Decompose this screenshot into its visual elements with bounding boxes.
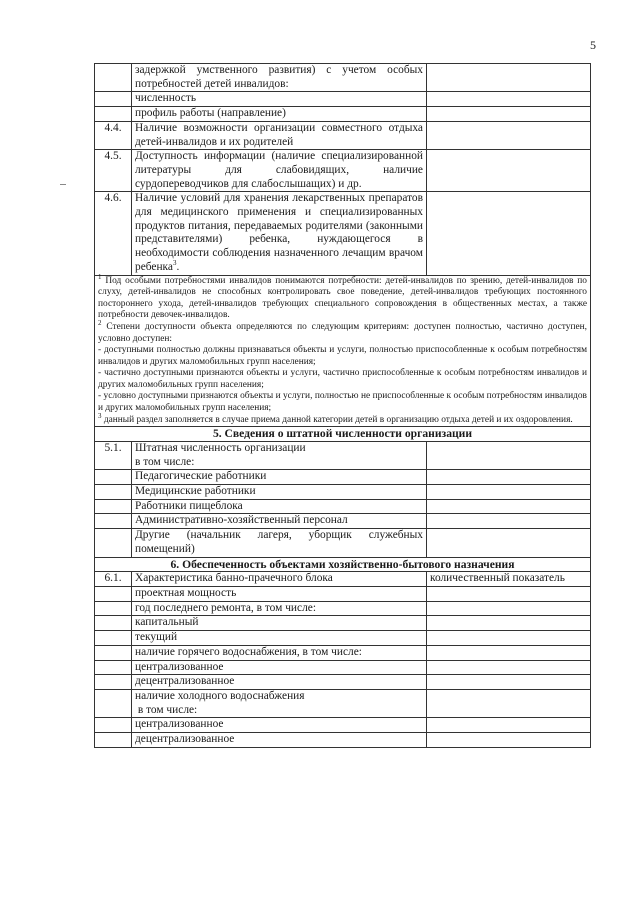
row-description: Административно-хозяйственный персонал (132, 514, 427, 529)
row-description: год последнего ремонта, в том числе: (132, 601, 427, 616)
footnote-mark: 3 (98, 411, 102, 420)
row-value (427, 616, 591, 631)
row-value (427, 485, 591, 500)
footnote-text: Степени доступности объекта определяются по следующим критериям: доступен полностью, частично доступен, условно доступен: (98, 321, 587, 344)
table-row (95, 645, 591, 660)
row-value (427, 514, 591, 529)
row-description: Характеристика банно-прачечного блока (132, 572, 427, 587)
row-description: централизованное (132, 718, 427, 733)
footnote-item (98, 391, 587, 414)
row-number (95, 587, 132, 602)
row-number (95, 601, 132, 616)
row-value (427, 150, 591, 192)
page-number: 5 (590, 38, 596, 52)
row-value (427, 689, 591, 717)
row-number (95, 675, 132, 690)
footnote-mark: 1 (98, 272, 102, 281)
row-value (427, 660, 591, 675)
footnote-item (98, 318, 587, 345)
row-description-text: Наличие условий для хранения лекарственных препаратов для медицинского применения и специализированных продуктов питания, передаваемых родителями (законными представителями) ребенка, нуждающегося в необходимости соблюдения назначенного лечащим врачом ребенка (135, 192, 423, 273)
footnote-item (98, 272, 587, 322)
table-row (95, 601, 591, 616)
footnote-item (98, 368, 587, 391)
row-number (95, 689, 132, 717)
row-value (427, 733, 591, 748)
row-description: текущий (132, 631, 427, 646)
row-value (427, 675, 591, 690)
row-value (427, 64, 591, 92)
row-number: 5.1. (95, 441, 132, 469)
row-number (95, 616, 132, 631)
table-row (95, 150, 591, 192)
row-description: численность (132, 92, 427, 107)
table-row (95, 733, 591, 748)
row-description: наличие горячего водоснабжения, в том числе: (132, 645, 427, 660)
row-value (427, 529, 591, 557)
row-description: проектная мощность (132, 587, 427, 602)
row-description: децентрализованное (132, 733, 427, 748)
row-description: задержкой умственного развития) с учетом особых потребностей детей инвалидов: (132, 64, 427, 92)
table-row (95, 587, 591, 602)
table-row (95, 529, 591, 557)
row-number (95, 645, 132, 660)
row-value (427, 470, 591, 485)
row-description (132, 192, 427, 275)
footnotes-row (95, 275, 591, 427)
row-number (95, 529, 132, 557)
row-number (95, 733, 132, 748)
row-number (95, 92, 132, 107)
row-number: 4.4. (95, 121, 132, 149)
footnote-text: Под особыми потребностями инвалидов понимаются потребности: детей-инвалидов по зрению, детей-инвалидов по слуху, детей-инвалидов не способных контролировать свое поведение, детей-инвалидов требующих постоянного постороннего ухода, детей-инвалидов требующих специального сопровождения в общественных местах, а также потребности девочек-инвалидов. (98, 275, 587, 321)
row-description: централизованное (132, 660, 427, 675)
row-number (95, 660, 132, 675)
row-value (427, 601, 591, 616)
table-row (95, 499, 591, 514)
row-number (95, 485, 132, 500)
table-row (95, 107, 591, 122)
row-value (427, 192, 591, 275)
row-description-line: в том числе: (135, 455, 195, 468)
footnote-text: - частично доступными признаются объекты и услуги, частично приспособленные к особым потребностям инвалидов и других маломобильных групп населения; (98, 368, 587, 390)
row-description-end: . (176, 260, 180, 273)
table-row (95, 689, 591, 717)
row-value (427, 121, 591, 149)
row-description: Наличие возможности организации совместного отдыха детей-инвалидов и их родителей (132, 121, 427, 149)
row-description: Медицинские работники (132, 485, 427, 500)
table-row (95, 631, 591, 646)
row-description-line: Штатная численность организации (135, 441, 306, 454)
table-row (95, 514, 591, 529)
row-number: 6.1. (95, 572, 132, 587)
row-number (95, 631, 132, 646)
table-row (95, 121, 591, 149)
row-number (95, 499, 132, 514)
table-row (95, 470, 591, 485)
row-description: Доступность информации (наличие специализированной литературы для слабовидящих, наличие сурдопереводчиков для слабослышащих) и др. (132, 150, 427, 192)
row-value: количественный показатель (427, 572, 591, 587)
row-description: Работники пищеблока (132, 499, 427, 514)
section-title: 5. Сведения о штатной численности организации (95, 427, 591, 442)
row-description: капитальный (132, 616, 427, 631)
footnote-item (98, 345, 587, 368)
row-value (427, 645, 591, 660)
row-description: профиль работы (направление) (132, 107, 427, 122)
table-row (95, 441, 591, 469)
row-value (427, 441, 591, 469)
row-description: Другие (начальник лагеря, уборщик служебных помещений) (132, 529, 427, 557)
table-row (95, 92, 591, 107)
row-description (132, 441, 427, 469)
table-row (95, 675, 591, 690)
row-description (132, 689, 427, 717)
row-number: 4.6. (95, 192, 132, 275)
table-row (95, 64, 591, 92)
section-header-row (95, 427, 591, 442)
row-description-line: наличие холодного водоснабжения (135, 689, 305, 702)
row-number (95, 64, 132, 92)
table-row (95, 572, 591, 587)
footnote-item (98, 411, 587, 427)
table-row (95, 192, 591, 275)
row-value (427, 718, 591, 733)
row-value (427, 587, 591, 602)
row-number (95, 514, 132, 529)
row-number: 4.5. (95, 150, 132, 192)
footnote-text: данный раздел заполняется в случае приема данной категории детей в организацию отдыха детей и их оздоровления. (101, 414, 573, 425)
row-value (427, 92, 591, 107)
scan-artifact-mark (60, 184, 66, 185)
footnote-ref: 3 (172, 259, 177, 268)
row-number (95, 718, 132, 733)
table-row (95, 718, 591, 733)
facility-info-table (94, 63, 591, 748)
row-value (427, 107, 591, 122)
row-description-line: в том числе: (135, 703, 198, 716)
section-title: 6. Обеспеченность объектами хозяйственно-бытового назначения (95, 557, 591, 572)
footnotes-cell (95, 272, 591, 427)
footnote-text: - доступными полностью должны признаваться объекты и услуги, полностью приспособленные к особым потребностям инвалидов и других маломобильных групп населения; (98, 345, 587, 367)
row-value (427, 499, 591, 514)
row-number (95, 107, 132, 122)
row-value (427, 631, 591, 646)
row-description: децентрализованное (132, 675, 427, 690)
section-header-row (95, 557, 591, 572)
document-sheet (94, 63, 590, 748)
table-row (95, 485, 591, 500)
table-row (95, 660, 591, 675)
footnote-text: - условно доступными признаются объекты и услуги, полностью не приспособленные к особым потребностям инвалидов и других маломобильных групп населения; (98, 391, 587, 414)
table-row (95, 616, 591, 631)
row-description: Педагогические работники (132, 470, 427, 485)
row-number (95, 470, 132, 485)
footnote-mark: 2 (98, 318, 102, 327)
